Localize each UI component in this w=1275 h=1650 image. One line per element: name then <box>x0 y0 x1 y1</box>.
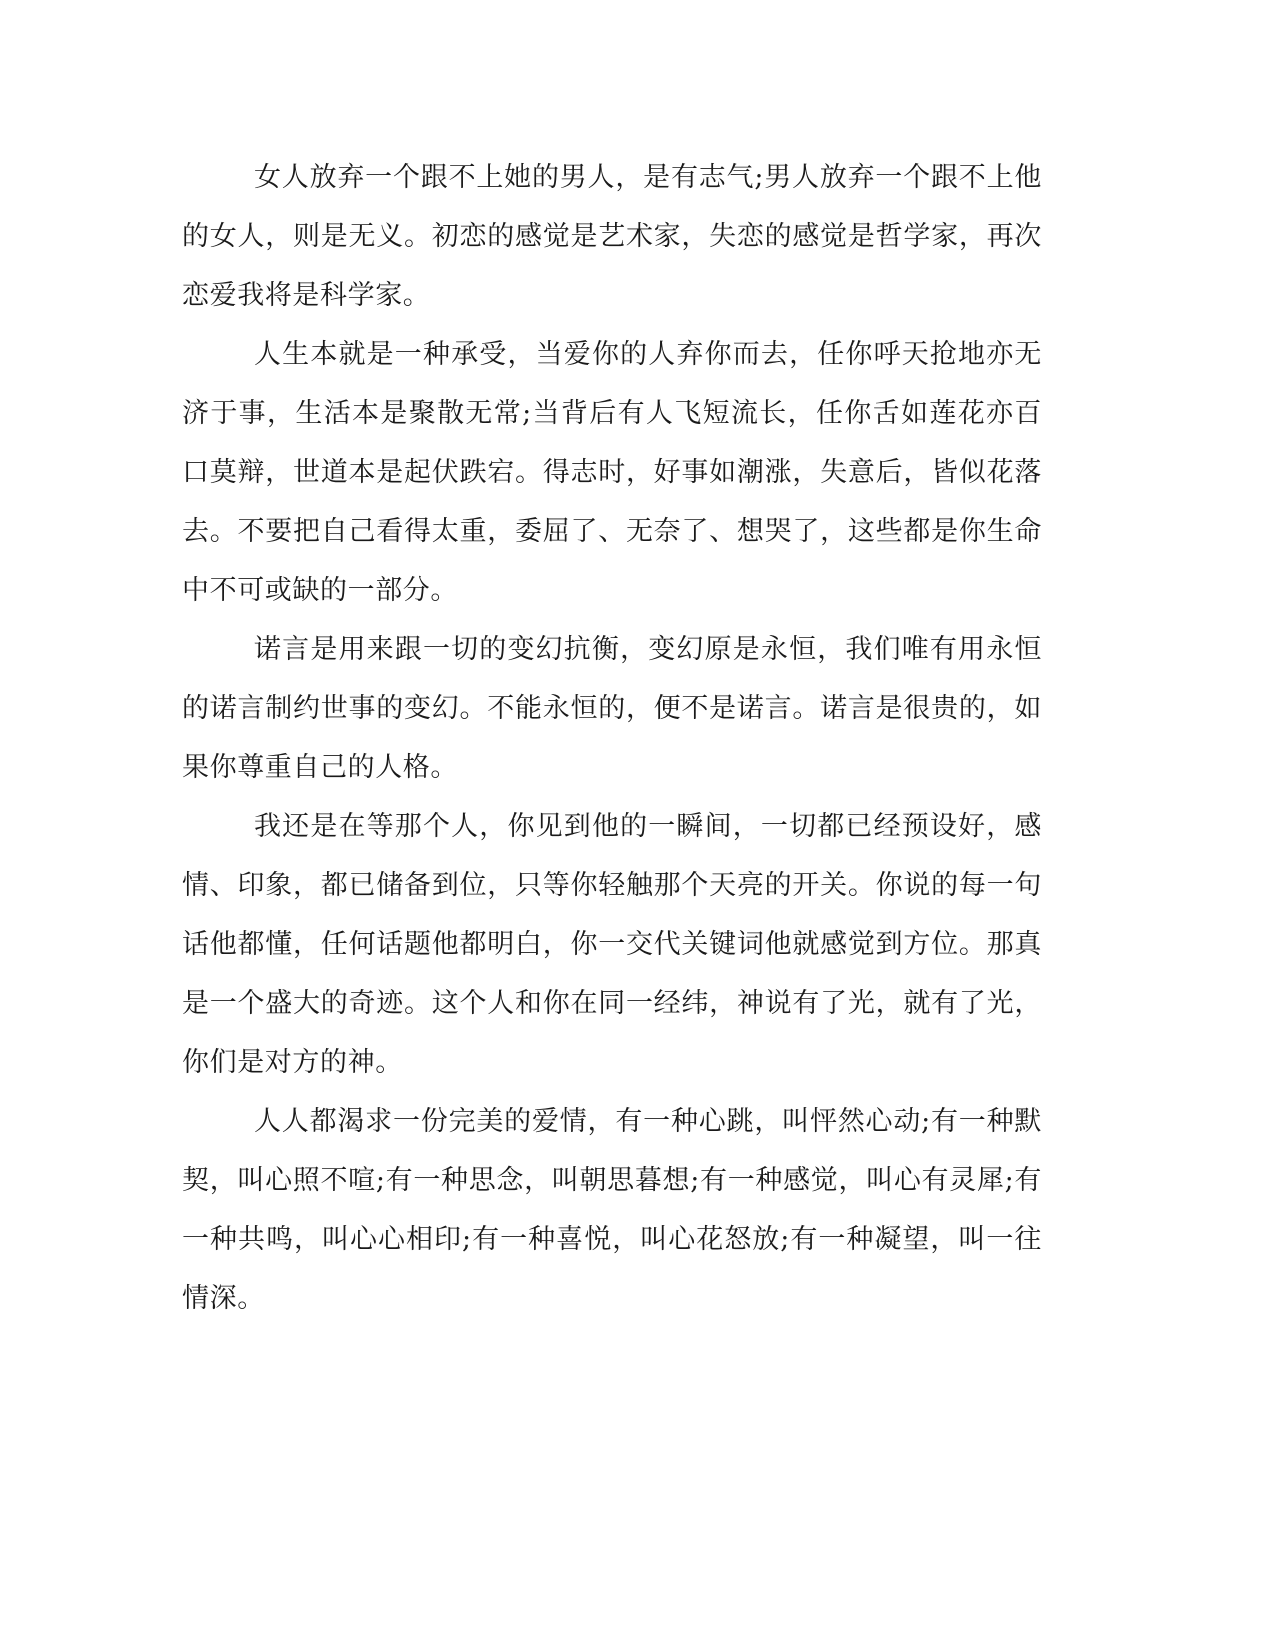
paragraph-5: 人人都渴求一份完美的爱情，有一种心跳，叫怦然心动;有一种默契，叫心照不喧;有一种思念，叫朝思暮想;有一种感觉，叫心有灵犀;有一种共鸣，叫心心相印;有一种喜悦，叫心花怒放;有一种凝望，叫一往情深。 <box>182 1106 1042 1314</box>
paragraph-4: 我还是在等那个人，你见到他的一瞬间，一切都已经预设好，感情、印象，都已储备到位，只等你轻触那个天亮的开关。你说的每一句话他都懂，任何话题他都明白，你一交代关键词他就感觉到方位。那真是一个盛大的奇迹。这个人和你在同一经纬，神说有了光，就有了光，你们是对方的神。 <box>182 811 1042 1078</box>
paragraph-1: 女人放弃一个跟不上她的男人，是有志气;男人放弃一个跟不上他的女人，则是无义。初恋的感觉是艺术家，失恋的感觉是哲学家，再次恋爱我将是科学家。 <box>182 162 1042 311</box>
paragraph-3: 诺言是用来跟一切的变幻抗衡，变幻原是永恒，我们唯有用永恒的诺言制约世事的变幻。不能永恒的，便不是诺言。诺言是很贵的，如果你尊重自己的人格。 <box>182 634 1042 783</box>
document-page <box>182 148 1042 1328</box>
paragraph-2: 人生本就是一种承受，当爱你的人弃你而去，任你呼天抢地亦无济于事，生活本是聚散无常;当背后有人飞短流长，任你舌如莲花亦百口莫辩，世道本是起伏跌宕。得志时，好事如潮涨，失意后，皆似花落去。不要把自己看得太重，委屈了、无奈了、想哭了，这些都是你生命中不可或缺的一部分。 <box>182 339 1042 606</box>
